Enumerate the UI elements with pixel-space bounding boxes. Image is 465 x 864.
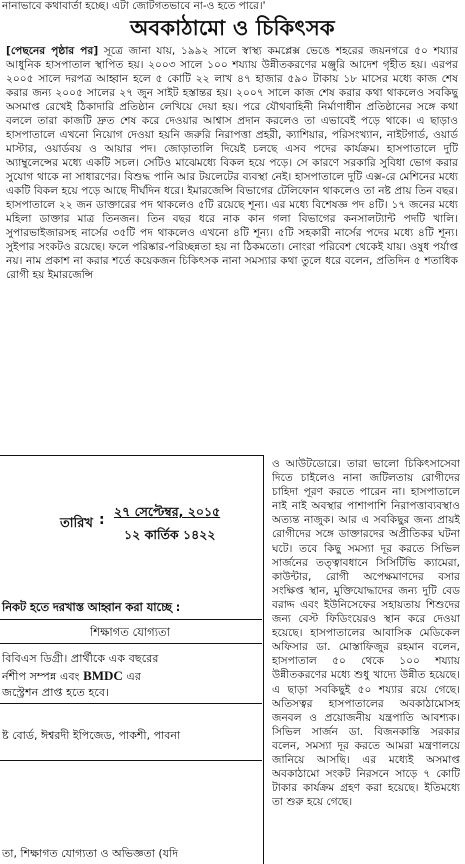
article-continuation-column: ও আউটডোরে। তারা ভালো চিকিৎসাসেবা দিতে চাইলেও নানা জটিলতায় রোগীদের চাহিদা পূরণ করতে পারেন না। হাসপাতালে নাই নাই অবস্থার পাশাপাশি নিরাপত্তাব্যবস্থাও অত্যন্ত নাজুক। আর এ সবকিছুর জন্য প্রায়ই রোগীদের সঙ্গে ডাক্তারদের অপ্রীতিকর ঘটনা ঘটে। তবে কিছু সমস্যা দূর করতে সিভিল সার্জনের তত্ত্বাবধানে সিসিটিভি ক্যামেরা, কাউন্টার, রোগী অপেক্ষমাণদের বসার সংক্ষিপ্ত স্থান, মুক্তিযোদ্ধাদের জন্য দুটি বেড বরাদ্দ এবং ইউনিসেফের সহায়তায় শিশুদের জন্য বেস্ট ফিডিংয়েরও স্থান করে দেওয়া হয়েছে। হাসপাতালের আবাসিক মেডিকেল অফিসার ডা. মোস্তাফিজুর রহমান বলেন, হাসপাতাল ৫০ থেকে ১০০ শয্যায় উন্নীতকরণের মধ্যে শুধু খাদ্যে উন্নীত হয়েছে। এ ছাড়া সবকিছুই ৫০ শয্যার রয়ে গেছে। অতিসত্বর হাসপাতালের অবকাঠামোসহ জনবল ও প্রয়োজনীয় যন্ত্রপাতি আবশ্যক। সিভিল সার্জন ডা. বিজনকান্তি সরকার বলেন, সমস্যা দূর করতে আমরা মন্ত্রণালয়ে জানিয়ে আসছি। এর মধ্যেই অসমাপ্ত অবকাঠামো সংকট নিরসনে সাড়ে ৭ কোটি টাকার কার্যক্রম গ্রহণ করা হয়েছে। ইতিমধ্যে তা শুরু হয়ে গেছে। [272, 458, 460, 809]
bmdc-label: BMDC [83, 667, 123, 683]
article-body [6, 44, 458, 457]
office-address: ষ্ট বোর্ড, ঈশ্বরদী ইপিজেড, পাকশী, পাবনা [2, 729, 181, 742]
article-text: সূত্রে জানা যায়, ১৯৯২ সালে স্বাস্থ্য কমপ্লেক্স ভেঙে শহরের জয়নগরে ৫০ শয্যার আধুনিক হাসপাতাল স্থাপিত হয়। ২০০৩ সালে ১০০ শয্যায় উন্নীতকরণের মঞ্জুরি আদেশ গৃহীত হয়। এরপর ২০০৫ সালে দরপত্র আহ্বান হলে ৫ কোটি ২২ লাখ ৪৭ হাজার ৫৯০ টাকায় ১৮ মাসের মধ্যে কাজ শেষ করার জন্য ২০০৫ সালের ২৭ জুন সাইট হস্তান্তর হয়। ২০০৭ সালে কাজ শেষ করার কথা থাকলেও সবকিছু অসমাপ্ত রেখেই ঠিকাদারি প্রতিষ্ঠান লেখিয়ে দেয়া হয়। পরে যৌথবাহিনী নির্মাণাধীন প্রতিষ্ঠানের সঙ্গে কথা বললে তারা কাজটি দ্রুত শেষ করে দেওয়ার আশ্বাস প্রদান করলেও তা এভাবেই পড়ে থাকে। এ ছাড়াও হাসপাতালে এখনো নিয়োগ দেওয়া হয়নি জরুরি নিরাপত্তা প্রহরী, ক্যাশিয়ার, পরিসংখ্যান, নাইটগার্ড, ওয়ার্ড মাস্টার, ওয়ার্ডবয় ও আয়ার পদ। জোড়াতালি দিয়েই চলছে এসব পদের কার্যক্রম। হাসপাতালে দুটি অ্যাম্বুলেন্সের মধ্যে একটি সচল। সেটিও মাঝেমধ্যে বিকল হয়ে পড়ে। সে কারণে সরকারি সুবিধা ভোগ করার সুযোগ থাকে না সাধারণের। বিশুদ্ধ পানি আর টয়লেটের ব্যবস্থা নেই। হাসপাতালে দুটি এক্স-রে মেশিনের মধ্যে একটি বিকল হয়ে পড়ে আছে দীর্ঘদিন ধরে। ইমারজেন্সি বিভাগের টেলিফোন থাকলেও তা নষ্ট প্রায় তিন বছর। হাসপাতালে ২২ জন ডাক্তারের পদ থাকলেও ৫টি রয়েছে শূন্য। এর মধ্যে বিশেষজ্ঞ পদ ৪টি। ১৭ জনের মধ্যে মহিলা ডাক্তার মাত্র তিনজন। তিন বছর ধরে নাক কান গলা বিভাগের কনসালট্যান্ট পদটি খালি। সুপারভাইজারসহ নার্সের ৩৫টি পদ থাকলেও এখনো ৪টি শূন্য। ৫টি সহকারী নার্সের পদের মধ্যে ৪টি শূন্য। সুইপার সংকটও রয়েছে। ফলে পরিষ্কার-পরিচ্ছন্নতা হয় না ঠিকমতো। নোংরা পরিবেশ থেকেই যায়। ওষুধ পর্যাপ্ত নয়। নাম প্রকাশ না করার শর্তে কয়েকজন চিকিৎসক নানা সমস্যার কথা তুলে ধরে বলেন, প্রতিদিন ৫ শতাধিক রোগী হয় ইমারজেন্সি [6, 45, 458, 281]
continued-from-label: [পেছনের পৃষ্ঠার পর] [6, 45, 99, 57]
requirement-line: জস্ট্রেশন প্রাপ্ত হতে হবে। [2, 686, 110, 699]
table-divider [0, 760, 262, 761]
application-invite-line: নিকট হতে দরখাস্ত আহ্বান করা যাচ্ছে : [2, 601, 181, 614]
date-bangla: ১২ কার্তিক ১৪২২ [124, 527, 216, 542]
application-instructions: তা, শিক্ষাগত যোগ্যতা ও অভিজ্ঞতা (যদি [2, 847, 178, 860]
qualification-table [0, 619, 262, 864]
qualification-header: শিক্ষাগত যোগ্যতা [0, 620, 262, 644]
date-colon: : [99, 512, 105, 528]
requirement-line: র্নশীপ সম্পন্ন এবং BMDC এর [2, 667, 142, 683]
table-divider [0, 703, 262, 704]
requirement-line: বিবিএস ডিগ্রী। প্রার্থীকে এক বছরের [2, 652, 159, 665]
article-headline: অবকাঠামো ও চিকিৎসক [130, 16, 335, 40]
date-label: তারিখ [60, 516, 93, 531]
job-notice-advertisement [0, 455, 264, 864]
date-gregorian: ২৭ সেপ্টেম্বর, ২০১৫ [114, 504, 221, 519]
previous-article-fragment: নানাভাবে কথাবার্তা হচ্ছে। এটা জোটগতভাবে না-ও হতে পারে।' [2, 0, 266, 12]
qualification-requirement [0, 644, 262, 702]
